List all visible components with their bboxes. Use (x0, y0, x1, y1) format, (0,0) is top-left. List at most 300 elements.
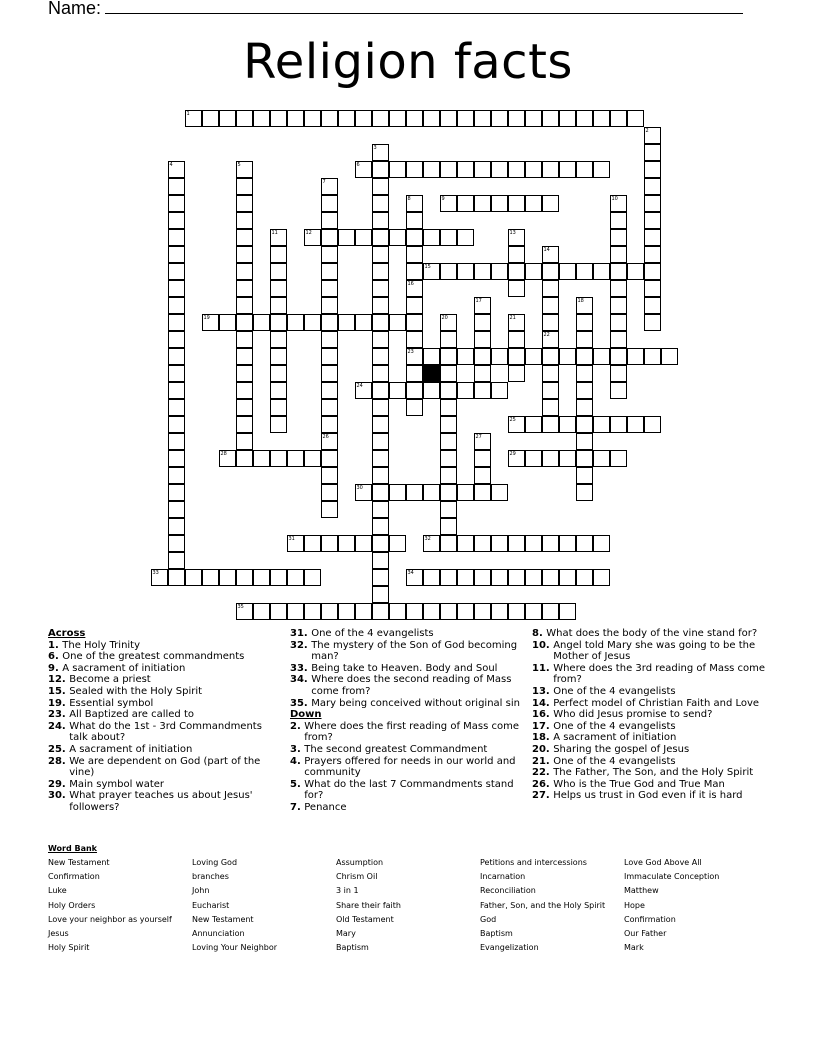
grid-cell[interactable] (270, 331, 287, 348)
grid-cell[interactable] (474, 450, 491, 467)
grid-cell[interactable] (559, 263, 576, 280)
grid-cell[interactable] (542, 314, 559, 331)
grid-cell[interactable] (644, 161, 661, 178)
grid-cell[interactable] (372, 195, 389, 212)
grid-cell[interactable] (389, 229, 406, 246)
grid-cell[interactable] (457, 535, 474, 552)
grid-cell[interactable] (321, 195, 338, 212)
grid-cell[interactable] (372, 212, 389, 229)
grid-cell[interactable] (440, 382, 457, 399)
grid-cell[interactable] (423, 110, 440, 127)
grid-cell[interactable] (321, 467, 338, 484)
grid-cell[interactable] (236, 450, 253, 467)
grid-cell[interactable] (627, 416, 644, 433)
grid-cell[interactable] (321, 229, 338, 246)
grid-cell[interactable] (610, 314, 627, 331)
grid-cell[interactable] (236, 110, 253, 127)
grid-cell[interactable] (423, 569, 440, 586)
grid-cell[interactable] (542, 416, 559, 433)
grid-cell[interactable] (372, 246, 389, 263)
grid-cell[interactable] (440, 433, 457, 450)
grid-cell[interactable] (474, 467, 491, 484)
grid-cell[interactable] (508, 365, 525, 382)
grid-cell[interactable] (559, 110, 576, 127)
grid-cell[interactable] (491, 535, 508, 552)
grid-cell[interactable] (644, 195, 661, 212)
grid-cell[interactable] (372, 348, 389, 365)
grid-cell[interactable] (372, 518, 389, 535)
grid-cell[interactable] (168, 433, 185, 450)
grid-cell[interactable] (542, 110, 559, 127)
grid-cell[interactable] (321, 331, 338, 348)
grid-cell[interactable] (644, 263, 661, 280)
grid-cell[interactable] (457, 161, 474, 178)
grid-cell[interactable] (236, 195, 253, 212)
grid-cell[interactable] (270, 365, 287, 382)
grid-cell[interactable] (457, 569, 474, 586)
grid-cell[interactable] (321, 603, 338, 620)
grid-cell[interactable] (440, 365, 457, 382)
grid-cell[interactable] (525, 535, 542, 552)
grid-cell[interactable] (542, 382, 559, 399)
grid-cell[interactable] (457, 263, 474, 280)
grid-cell[interactable] (372, 331, 389, 348)
grid-cell[interactable] (440, 535, 457, 552)
grid-cell[interactable] (542, 297, 559, 314)
grid-cell[interactable] (440, 467, 457, 484)
grid-cell[interactable] (440, 484, 457, 501)
grid-cell[interactable] (644, 212, 661, 229)
grid-cell[interactable] (542, 603, 559, 620)
grid-cell[interactable] (423, 229, 440, 246)
grid-cell[interactable] (644, 280, 661, 297)
grid-cell[interactable] (576, 331, 593, 348)
grid-cell[interactable] (321, 484, 338, 501)
grid-cell[interactable] (508, 331, 525, 348)
grid-cell[interactable] (253, 603, 270, 620)
grid-cell[interactable] (474, 314, 491, 331)
grid-cell[interactable] (474, 161, 491, 178)
grid-cell[interactable] (321, 314, 338, 331)
grid-cell[interactable] (525, 161, 542, 178)
grid-cell[interactable] (491, 110, 508, 127)
grid-cell[interactable] (304, 603, 321, 620)
grid-cell[interactable] (542, 195, 559, 212)
grid-cell[interactable] (338, 110, 355, 127)
grid-cell[interactable] (406, 263, 423, 280)
grid-cell[interactable] (236, 331, 253, 348)
grid-cell[interactable] (372, 569, 389, 586)
grid-cell[interactable] (542, 450, 559, 467)
grid-cell[interactable] (304, 110, 321, 127)
grid-cell[interactable] (389, 110, 406, 127)
grid-cell[interactable] (168, 501, 185, 518)
grid-cell[interactable] (372, 552, 389, 569)
grid-cell[interactable] (406, 212, 423, 229)
grid-cell[interactable] (321, 280, 338, 297)
grid-cell[interactable] (321, 365, 338, 382)
grid-cell[interactable] (372, 178, 389, 195)
grid-cell[interactable] (474, 348, 491, 365)
grid-cell[interactable] (593, 263, 610, 280)
grid-cell[interactable] (610, 246, 627, 263)
grid-cell[interactable] (491, 569, 508, 586)
grid-cell[interactable] (321, 450, 338, 467)
grid-cell[interactable] (610, 365, 627, 382)
grid-cell[interactable] (542, 365, 559, 382)
grid-cell[interactable] (627, 263, 644, 280)
grid-cell[interactable] (389, 382, 406, 399)
grid-cell[interactable] (321, 416, 338, 433)
grid-cell[interactable] (610, 382, 627, 399)
grid-cell[interactable] (372, 603, 389, 620)
grid-cell[interactable] (474, 110, 491, 127)
grid-cell[interactable] (610, 280, 627, 297)
grid-cell[interactable] (406, 314, 423, 331)
grid-cell[interactable] (372, 501, 389, 518)
grid-cell[interactable] (610, 110, 627, 127)
grid-cell[interactable] (491, 382, 508, 399)
grid-cell[interactable] (644, 314, 661, 331)
grid-cell[interactable] (168, 518, 185, 535)
grid-cell[interactable] (644, 246, 661, 263)
grid-cell[interactable] (440, 518, 457, 535)
grid-cell[interactable] (270, 382, 287, 399)
grid-cell[interactable] (610, 212, 627, 229)
grid-cell[interactable] (321, 399, 338, 416)
grid-cell[interactable] (593, 535, 610, 552)
grid-cell[interactable] (474, 484, 491, 501)
grid-cell[interactable] (168, 314, 185, 331)
grid-cell[interactable] (491, 484, 508, 501)
grid-cell[interactable] (440, 450, 457, 467)
grid-cell[interactable] (338, 314, 355, 331)
grid-cell[interactable] (423, 484, 440, 501)
grid-cell[interactable] (559, 348, 576, 365)
grid-cell[interactable] (270, 297, 287, 314)
grid-cell[interactable] (508, 263, 525, 280)
grid-cell[interactable] (270, 603, 287, 620)
grid-cell[interactable] (236, 263, 253, 280)
grid-cell[interactable] (491, 348, 508, 365)
grid-cell[interactable] (168, 416, 185, 433)
grid-cell[interactable] (593, 110, 610, 127)
grid-cell[interactable] (219, 569, 236, 586)
grid-cell[interactable] (355, 110, 372, 127)
grid-cell[interactable] (559, 161, 576, 178)
grid-cell[interactable] (270, 569, 287, 586)
grid-cell[interactable] (236, 212, 253, 229)
grid-cell[interactable] (406, 161, 423, 178)
grid-cell[interactable] (372, 110, 389, 127)
grid-cell[interactable] (168, 552, 185, 569)
grid-cell[interactable] (644, 348, 661, 365)
grid-cell[interactable] (440, 603, 457, 620)
grid-cell[interactable] (372, 280, 389, 297)
grid-cell[interactable] (389, 484, 406, 501)
grid-cell[interactable] (440, 331, 457, 348)
grid-cell[interactable] (321, 110, 338, 127)
grid-cell[interactable] (440, 501, 457, 518)
grid-cell[interactable] (236, 297, 253, 314)
grid-cell[interactable] (168, 212, 185, 229)
grid-cell[interactable] (236, 365, 253, 382)
grid-cell[interactable] (610, 416, 627, 433)
grid-cell[interactable] (287, 450, 304, 467)
grid-cell[interactable] (474, 195, 491, 212)
grid-cell[interactable] (542, 569, 559, 586)
grid-cell[interactable] (542, 161, 559, 178)
grid-cell[interactable] (508, 603, 525, 620)
grid-cell[interactable] (525, 110, 542, 127)
grid-cell[interactable] (270, 246, 287, 263)
grid-cell[interactable] (236, 178, 253, 195)
grid-cell[interactable] (508, 195, 525, 212)
grid-cell[interactable] (474, 603, 491, 620)
grid-cell[interactable] (457, 603, 474, 620)
grid-cell[interactable] (525, 195, 542, 212)
grid-cell[interactable] (372, 535, 389, 552)
grid-cell[interactable] (406, 484, 423, 501)
grid-cell[interactable] (219, 314, 236, 331)
grid-cell[interactable] (610, 450, 627, 467)
grid-cell[interactable] (474, 365, 491, 382)
grid-cell[interactable] (474, 569, 491, 586)
grid-cell[interactable] (644, 229, 661, 246)
grid-cell[interactable] (576, 348, 593, 365)
grid-cell[interactable] (321, 297, 338, 314)
grid-cell[interactable] (661, 348, 678, 365)
grid-cell[interactable] (525, 263, 542, 280)
grid-cell[interactable] (542, 263, 559, 280)
grid-cell[interactable] (236, 433, 253, 450)
grid-cell[interactable] (627, 348, 644, 365)
grid-cell[interactable] (389, 535, 406, 552)
grid-cell[interactable] (372, 416, 389, 433)
grid-cell[interactable] (457, 229, 474, 246)
grid-cell[interactable] (627, 110, 644, 127)
grid-cell[interactable] (440, 229, 457, 246)
grid-cell[interactable] (253, 450, 270, 467)
grid-cell[interactable] (457, 484, 474, 501)
grid-cell[interactable] (576, 161, 593, 178)
grid-cell[interactable] (287, 569, 304, 586)
grid-cell[interactable] (168, 263, 185, 280)
grid-cell[interactable] (457, 382, 474, 399)
grid-cell[interactable] (508, 280, 525, 297)
grid-cell[interactable] (270, 450, 287, 467)
grid-cell[interactable] (508, 535, 525, 552)
grid-cell[interactable] (168, 178, 185, 195)
grid-cell[interactable] (576, 450, 593, 467)
grid-cell[interactable] (372, 161, 389, 178)
grid-cell[interactable] (321, 263, 338, 280)
grid-cell[interactable] (576, 263, 593, 280)
grid-cell[interactable] (236, 229, 253, 246)
grid-cell[interactable] (542, 399, 559, 416)
grid-cell[interactable] (372, 229, 389, 246)
grid-cell[interactable] (406, 297, 423, 314)
grid-cell[interactable] (253, 569, 270, 586)
grid-cell[interactable] (525, 348, 542, 365)
grid-cell[interactable] (168, 280, 185, 297)
grid-cell[interactable] (168, 484, 185, 501)
grid-cell[interactable] (576, 484, 593, 501)
grid-cell[interactable] (321, 535, 338, 552)
grid-cell[interactable] (644, 178, 661, 195)
grid-cell[interactable] (474, 535, 491, 552)
grid-cell[interactable] (508, 161, 525, 178)
grid-cell[interactable] (593, 161, 610, 178)
grid-cell[interactable] (372, 382, 389, 399)
grid-cell[interactable] (236, 280, 253, 297)
grid-cell[interactable] (185, 569, 202, 586)
grid-cell[interactable] (474, 382, 491, 399)
grid-cell[interactable] (610, 263, 627, 280)
grid-cell[interactable] (287, 314, 304, 331)
grid-cell[interactable] (542, 280, 559, 297)
grid-cell[interactable] (559, 569, 576, 586)
grid-cell[interactable] (644, 144, 661, 161)
grid-cell[interactable] (576, 314, 593, 331)
grid-cell[interactable] (168, 246, 185, 263)
grid-cell[interactable] (440, 416, 457, 433)
grid-cell[interactable] (202, 110, 219, 127)
grid-cell[interactable] (559, 416, 576, 433)
grid-cell[interactable] (644, 416, 661, 433)
grid-cell[interactable] (304, 569, 321, 586)
grid-cell[interactable] (610, 348, 627, 365)
grid-cell[interactable] (321, 246, 338, 263)
grid-cell[interactable] (610, 229, 627, 246)
grid-cell[interactable] (576, 416, 593, 433)
grid-cell[interactable] (372, 399, 389, 416)
grid-cell[interactable] (236, 399, 253, 416)
grid-cell[interactable] (406, 246, 423, 263)
grid-cell[interactable] (287, 110, 304, 127)
grid-cell[interactable] (576, 365, 593, 382)
grid-cell[interactable] (389, 603, 406, 620)
grid-cell[interactable] (270, 314, 287, 331)
grid-cell[interactable] (304, 535, 321, 552)
grid-cell[interactable] (525, 416, 542, 433)
grid-cell[interactable] (168, 195, 185, 212)
grid-cell[interactable] (168, 399, 185, 416)
grid-cell[interactable] (440, 348, 457, 365)
grid-cell[interactable] (593, 569, 610, 586)
grid-cell[interactable] (576, 399, 593, 416)
grid-cell[interactable] (593, 450, 610, 467)
grid-cell[interactable] (321, 348, 338, 365)
grid-cell[interactable] (321, 501, 338, 518)
grid-cell[interactable] (338, 229, 355, 246)
grid-cell[interactable] (389, 314, 406, 331)
grid-cell[interactable] (576, 569, 593, 586)
grid-cell[interactable] (355, 535, 372, 552)
grid-cell[interactable] (508, 348, 525, 365)
grid-cell[interactable] (321, 212, 338, 229)
grid-cell[interactable] (525, 569, 542, 586)
grid-cell[interactable] (168, 348, 185, 365)
grid-cell[interactable] (168, 365, 185, 382)
grid-cell[interactable] (508, 246, 525, 263)
grid-cell[interactable] (372, 314, 389, 331)
grid-cell[interactable] (168, 331, 185, 348)
grid-cell[interactable] (219, 110, 236, 127)
grid-cell[interactable] (406, 331, 423, 348)
grid-cell[interactable] (372, 263, 389, 280)
grid-cell[interactable] (253, 110, 270, 127)
grid-cell[interactable] (355, 314, 372, 331)
grid-cell[interactable] (338, 603, 355, 620)
grid-cell[interactable] (474, 331, 491, 348)
grid-cell[interactable] (423, 603, 440, 620)
grid-cell[interactable] (406, 110, 423, 127)
grid-cell[interactable] (372, 433, 389, 450)
grid-cell[interactable] (440, 110, 457, 127)
grid-cell[interactable] (508, 110, 525, 127)
grid-cell[interactable] (406, 382, 423, 399)
grid-cell[interactable] (576, 433, 593, 450)
grid-cell[interactable] (236, 569, 253, 586)
grid-cell[interactable] (576, 110, 593, 127)
grid-cell[interactable] (355, 603, 372, 620)
grid-cell[interactable] (372, 484, 389, 501)
grid-cell[interactable] (457, 195, 474, 212)
grid-cell[interactable] (168, 467, 185, 484)
grid-cell[interactable] (440, 399, 457, 416)
grid-cell[interactable] (304, 314, 321, 331)
grid-cell[interactable] (372, 450, 389, 467)
grid-cell[interactable] (270, 263, 287, 280)
grid-cell[interactable] (406, 399, 423, 416)
grid-cell[interactable] (372, 586, 389, 603)
grid-cell[interactable] (576, 467, 593, 484)
grid-cell[interactable] (253, 314, 270, 331)
grid-cell[interactable] (423, 348, 440, 365)
grid-cell[interactable] (644, 297, 661, 314)
grid-cell[interactable] (440, 263, 457, 280)
grid-cell[interactable] (491, 263, 508, 280)
grid-cell[interactable] (236, 382, 253, 399)
grid-cell[interactable] (508, 569, 525, 586)
grid-cell[interactable] (491, 161, 508, 178)
grid-cell[interactable] (168, 450, 185, 467)
grid-cell[interactable] (406, 365, 423, 382)
grid-cell[interactable] (338, 535, 355, 552)
grid-cell[interactable] (525, 450, 542, 467)
grid-cell[interactable] (610, 331, 627, 348)
grid-cell[interactable] (372, 467, 389, 484)
grid-cell[interactable] (168, 382, 185, 399)
grid-cell[interactable] (576, 535, 593, 552)
grid-cell[interactable] (457, 110, 474, 127)
grid-cell[interactable] (287, 603, 304, 620)
grid-cell[interactable] (270, 399, 287, 416)
grid-cell[interactable] (491, 195, 508, 212)
grid-cell[interactable] (559, 603, 576, 620)
grid-cell[interactable] (474, 263, 491, 280)
grid-cell[interactable] (406, 603, 423, 620)
grid-cell[interactable] (270, 110, 287, 127)
grid-cell[interactable] (423, 382, 440, 399)
grid-cell[interactable] (423, 161, 440, 178)
grid-cell[interactable] (236, 416, 253, 433)
grid-cell[interactable] (610, 297, 627, 314)
grid-cell[interactable] (576, 382, 593, 399)
grid-cell[interactable] (593, 348, 610, 365)
grid-cell[interactable] (593, 416, 610, 433)
